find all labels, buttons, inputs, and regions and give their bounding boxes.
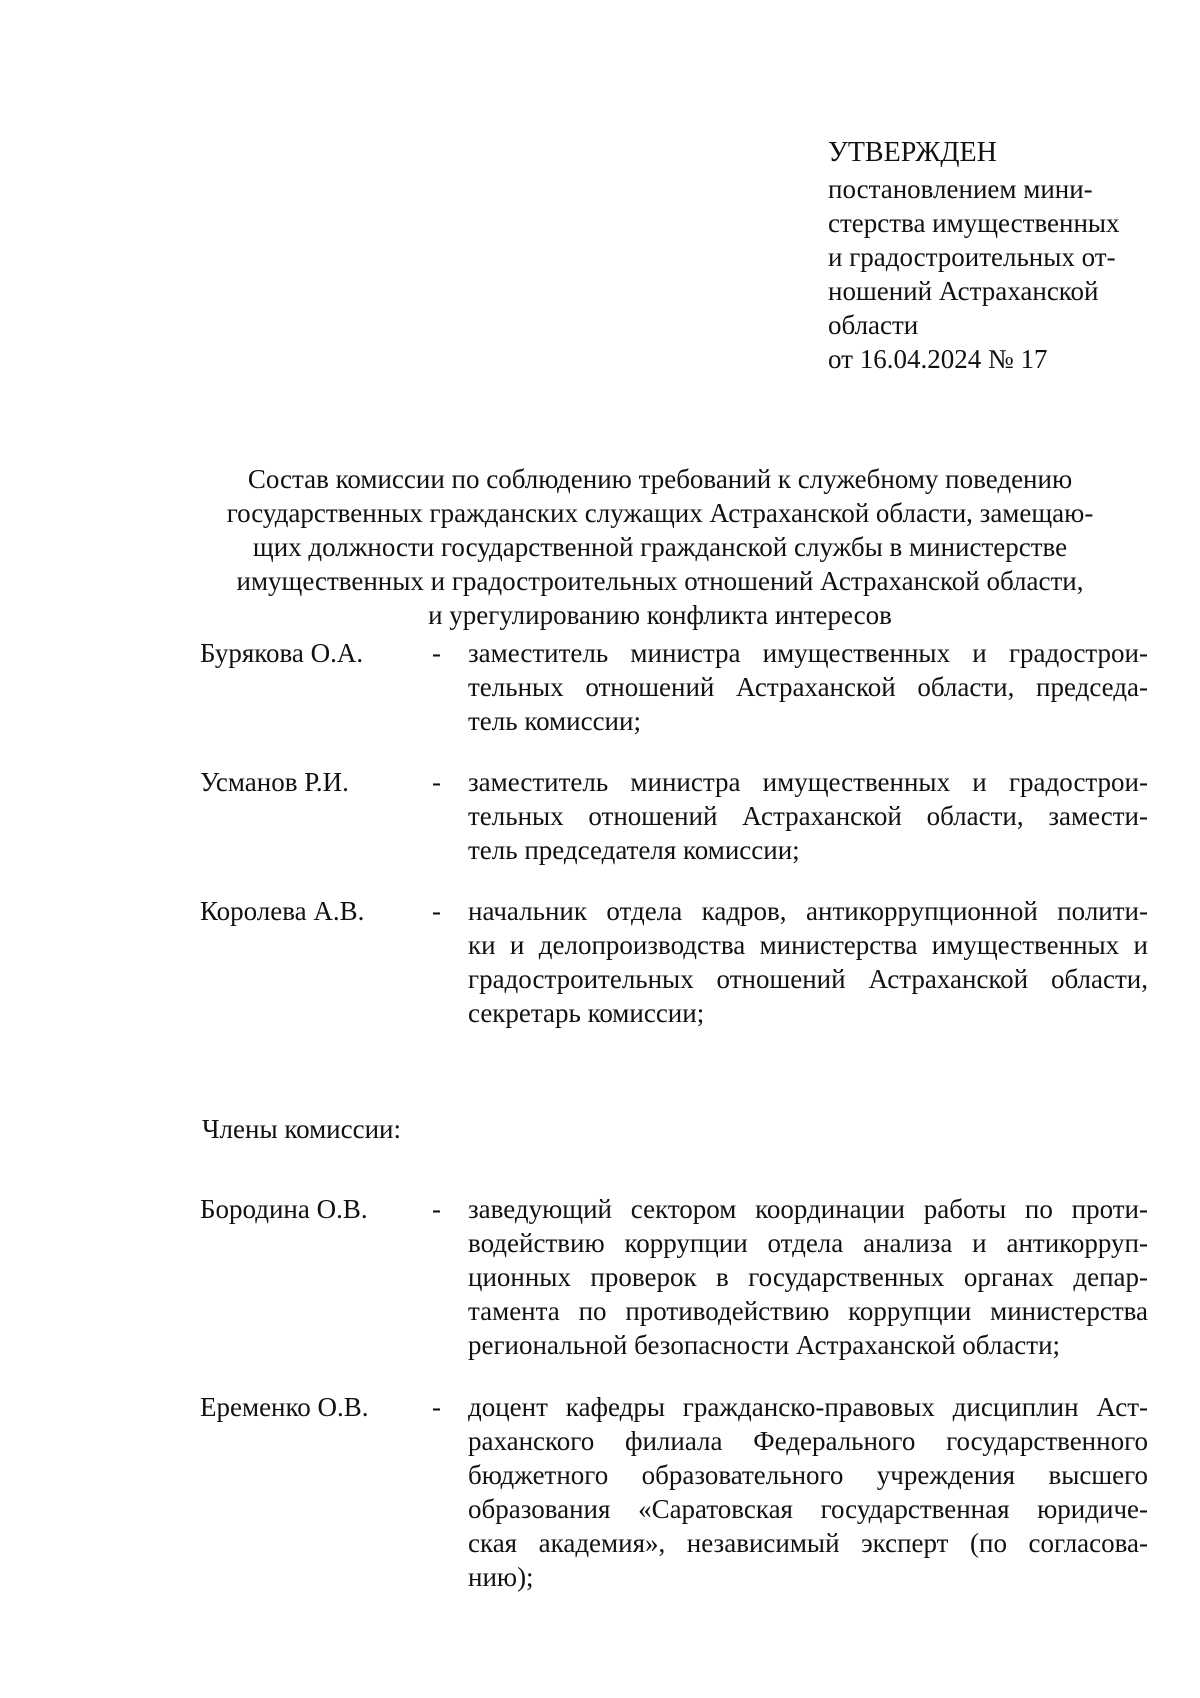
member-name: Бородина О.В. xyxy=(200,1194,368,1224)
approval-line: постановлением мини- xyxy=(828,174,1093,204)
members-section-label: Члены комиссии: xyxy=(202,1114,401,1144)
member-position xyxy=(468,1192,1148,1362)
document-title xyxy=(160,462,1160,632)
position-line: доцент кафедры гражданско-правовых дисциплин Аст- xyxy=(468,1392,1148,1422)
member-dash: - xyxy=(432,638,441,668)
approval-line: области xyxy=(828,310,919,340)
position-line: градостроительных отношений Астраханской области, xyxy=(468,964,1148,994)
approval-block xyxy=(828,136,1148,376)
position-line: бюджетного образовательного учреждения высшего xyxy=(468,1460,1148,1490)
member-position xyxy=(468,894,1148,1030)
position-line: раханского филиала Федерального государственного xyxy=(468,1426,1148,1456)
position-line: заместитель министра имущественных и градострои- xyxy=(468,638,1148,668)
position-line: ционных проверок в государственных органах депар- xyxy=(468,1262,1148,1292)
position-line: нию); xyxy=(468,1562,534,1592)
position-line: тамента по противодействию коррупции министерства xyxy=(468,1296,1148,1326)
member-name: Королева А.В. xyxy=(200,896,365,926)
member-dash: - xyxy=(432,1392,441,1422)
member-position xyxy=(468,636,1148,738)
position-line: региональной безопасности Астраханской области; xyxy=(468,1330,1061,1360)
member-dash: - xyxy=(432,896,441,926)
member-position xyxy=(468,765,1148,867)
title-line: щих должности государственной гражданской службы в министерстве xyxy=(252,532,1068,562)
approval-line: стерства имущественных xyxy=(828,208,1120,238)
member-position xyxy=(468,1390,1148,1594)
title-line: имущественных и градостроительных отношений Астраханской области, xyxy=(236,566,1084,596)
title-line: государственных гражданских служащих Астраханской области, замещаю- xyxy=(226,498,1094,528)
member-name: Бурякова О.А. xyxy=(200,638,364,668)
position-line: секретарь комиссии; xyxy=(468,998,705,1028)
member-name: Еременко О.В. xyxy=(200,1392,369,1422)
position-line: тельных отношений Астраханской области, председа- xyxy=(468,672,1148,702)
approval-heading: УТВЕРЖДЕН xyxy=(828,137,997,168)
member-name: Усманов Р.И. xyxy=(200,767,349,797)
position-line: ки и делопроизводства министерства имущественных и xyxy=(468,930,1148,960)
member-dash: - xyxy=(432,1194,441,1224)
position-line: заместитель министра имущественных и градострои- xyxy=(468,767,1148,797)
position-line: заведующий сектором координации работы по проти- xyxy=(468,1194,1148,1224)
position-line: тель комиссии; xyxy=(468,706,641,736)
member-dash: - xyxy=(432,767,441,797)
title-line: и урегулированию конфликта интересов xyxy=(428,600,892,630)
approval-date-number: от 16.04.2024 № 17 xyxy=(828,344,1048,374)
approval-line: и градостроительных от- xyxy=(828,242,1116,272)
title-line: Состав комиссии по соблюдению требований к служебному поведению xyxy=(247,464,1073,494)
position-line: тель председателя комиссии; xyxy=(468,835,800,865)
position-line: водействию коррупции отдела анализа и антикорруп- xyxy=(468,1228,1148,1258)
position-line: образования «Саратовская государственная юридиче- xyxy=(468,1494,1148,1524)
position-line: начальник отдела кадров, антикоррупционной полити- xyxy=(468,896,1148,926)
position-line: тельных отношений Астраханской области, замести- xyxy=(468,801,1148,831)
approval-line: ношений Астраханской xyxy=(828,276,1099,306)
position-line: ская академия», независимый эксперт (по согласова- xyxy=(468,1528,1148,1558)
